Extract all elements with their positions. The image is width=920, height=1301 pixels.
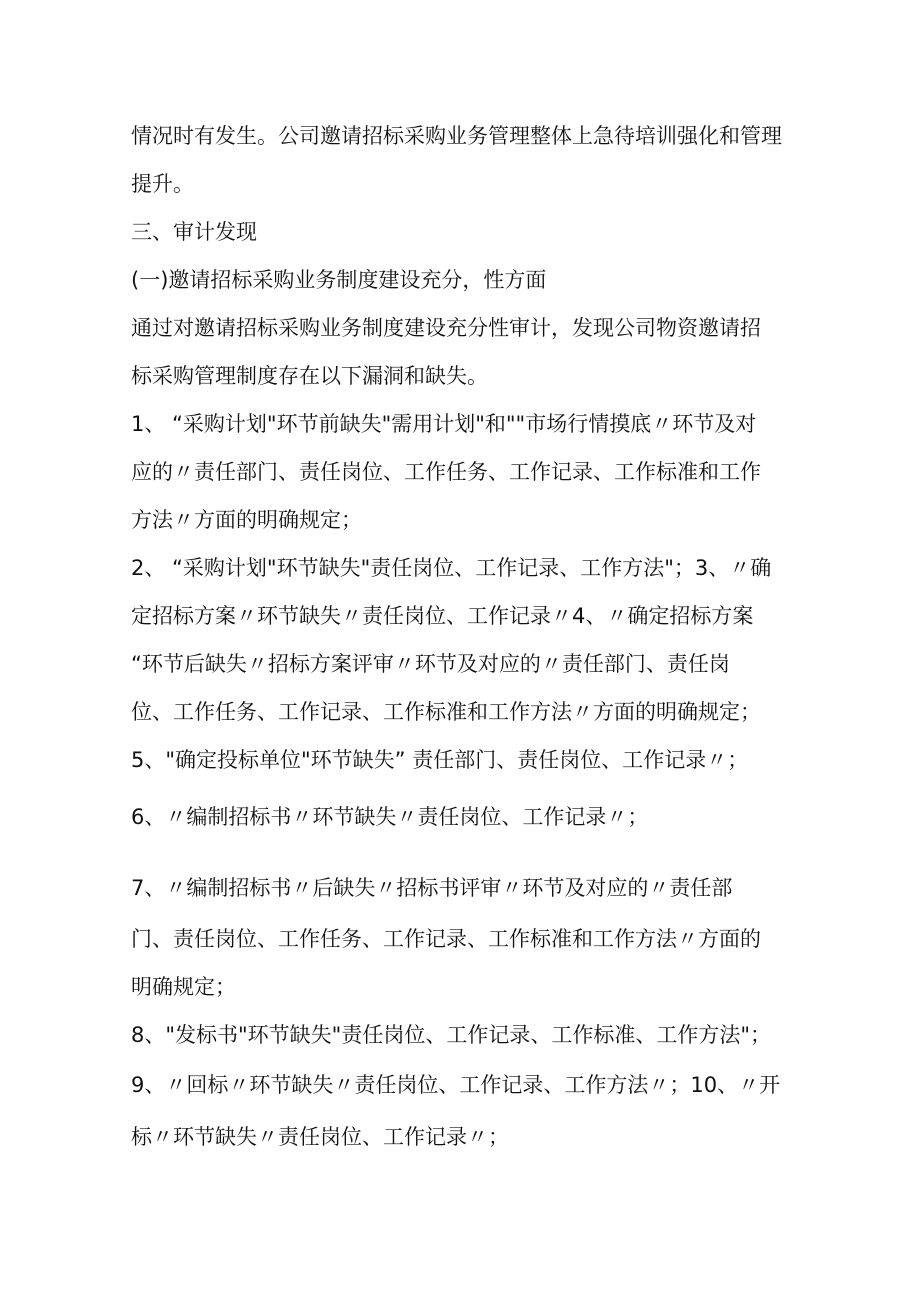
text-line: 提升。 <box>131 172 194 196</box>
subsection-heading: (一)邀请招标采购业务制度建设充分，性方面 <box>131 268 547 292</box>
list-item-line: 9、〃回标〃环节缺失〃责任岗位、工作记录、工作方法〃；10、〃开 <box>131 1073 781 1097</box>
text-line: 方法〃方面的明确规定； <box>131 508 362 532</box>
text-line: 标〃环节缺失〃责任岗位、工作记录〃； <box>131 1125 509 1149</box>
text-line: 位、工作任务、工作记录、工作标准和工作方法〃方面的明确规定； <box>131 700 761 724</box>
text-line: 应的〃责任部门、责任岗位、工作任务、工作记录、工作标准和工作 <box>131 460 761 484</box>
list-item-line: 2、 “采购计划"环节缺失"责任岗位、工作记录、工作方法"；3、〃确 <box>131 556 772 580</box>
text-line: 通过对邀请招标采购业务制度建设充分性审计，发现公司物资邀请招 <box>131 316 761 340</box>
list-item-line: 8、"发标书"环节缺失"责任岗位、工作记录、工作标准、工作方法"； <box>131 1023 771 1047</box>
text-line: 情况时有发生。公司邀请招标采购业务管理整体上急待培训强化和管理 <box>131 124 782 148</box>
text-line: “环节后缺失〃招标方案评审〃环节及对应的〃责任部门、责任岗 <box>131 652 730 676</box>
text-line: 明确规定； <box>131 975 236 999</box>
text-line: 定招标方案〃环节缺失〃责任岗位、工作记录〃4、〃确定招标方案 <box>131 604 754 628</box>
section-heading: 三、审计发现 <box>131 220 257 244</box>
list-item-line: 5、"确定投标单位"环节缺失” 责任部门、责任岗位、工作记录〃； <box>131 748 749 772</box>
text-line: 门、责任岗位、工作任务、工作记录、工作标准和工作方法〃方面的 <box>131 927 761 951</box>
list-item-line: 1、 “采购计划"环节前缺失"需用计划"和""市场行情摸底〃环节及对 <box>131 412 757 436</box>
list-item-line: 7、〃编制招标书〃后缺失〃招标书评审〃环节及对应的〃责任部 <box>131 876 733 900</box>
text-line: 标采购管理制度存在以下漏洞和缺失。 <box>131 364 488 388</box>
list-item-line: 6、〃编制招标书〃环节缺失〃责任岗位、工作记录〃； <box>131 805 649 829</box>
